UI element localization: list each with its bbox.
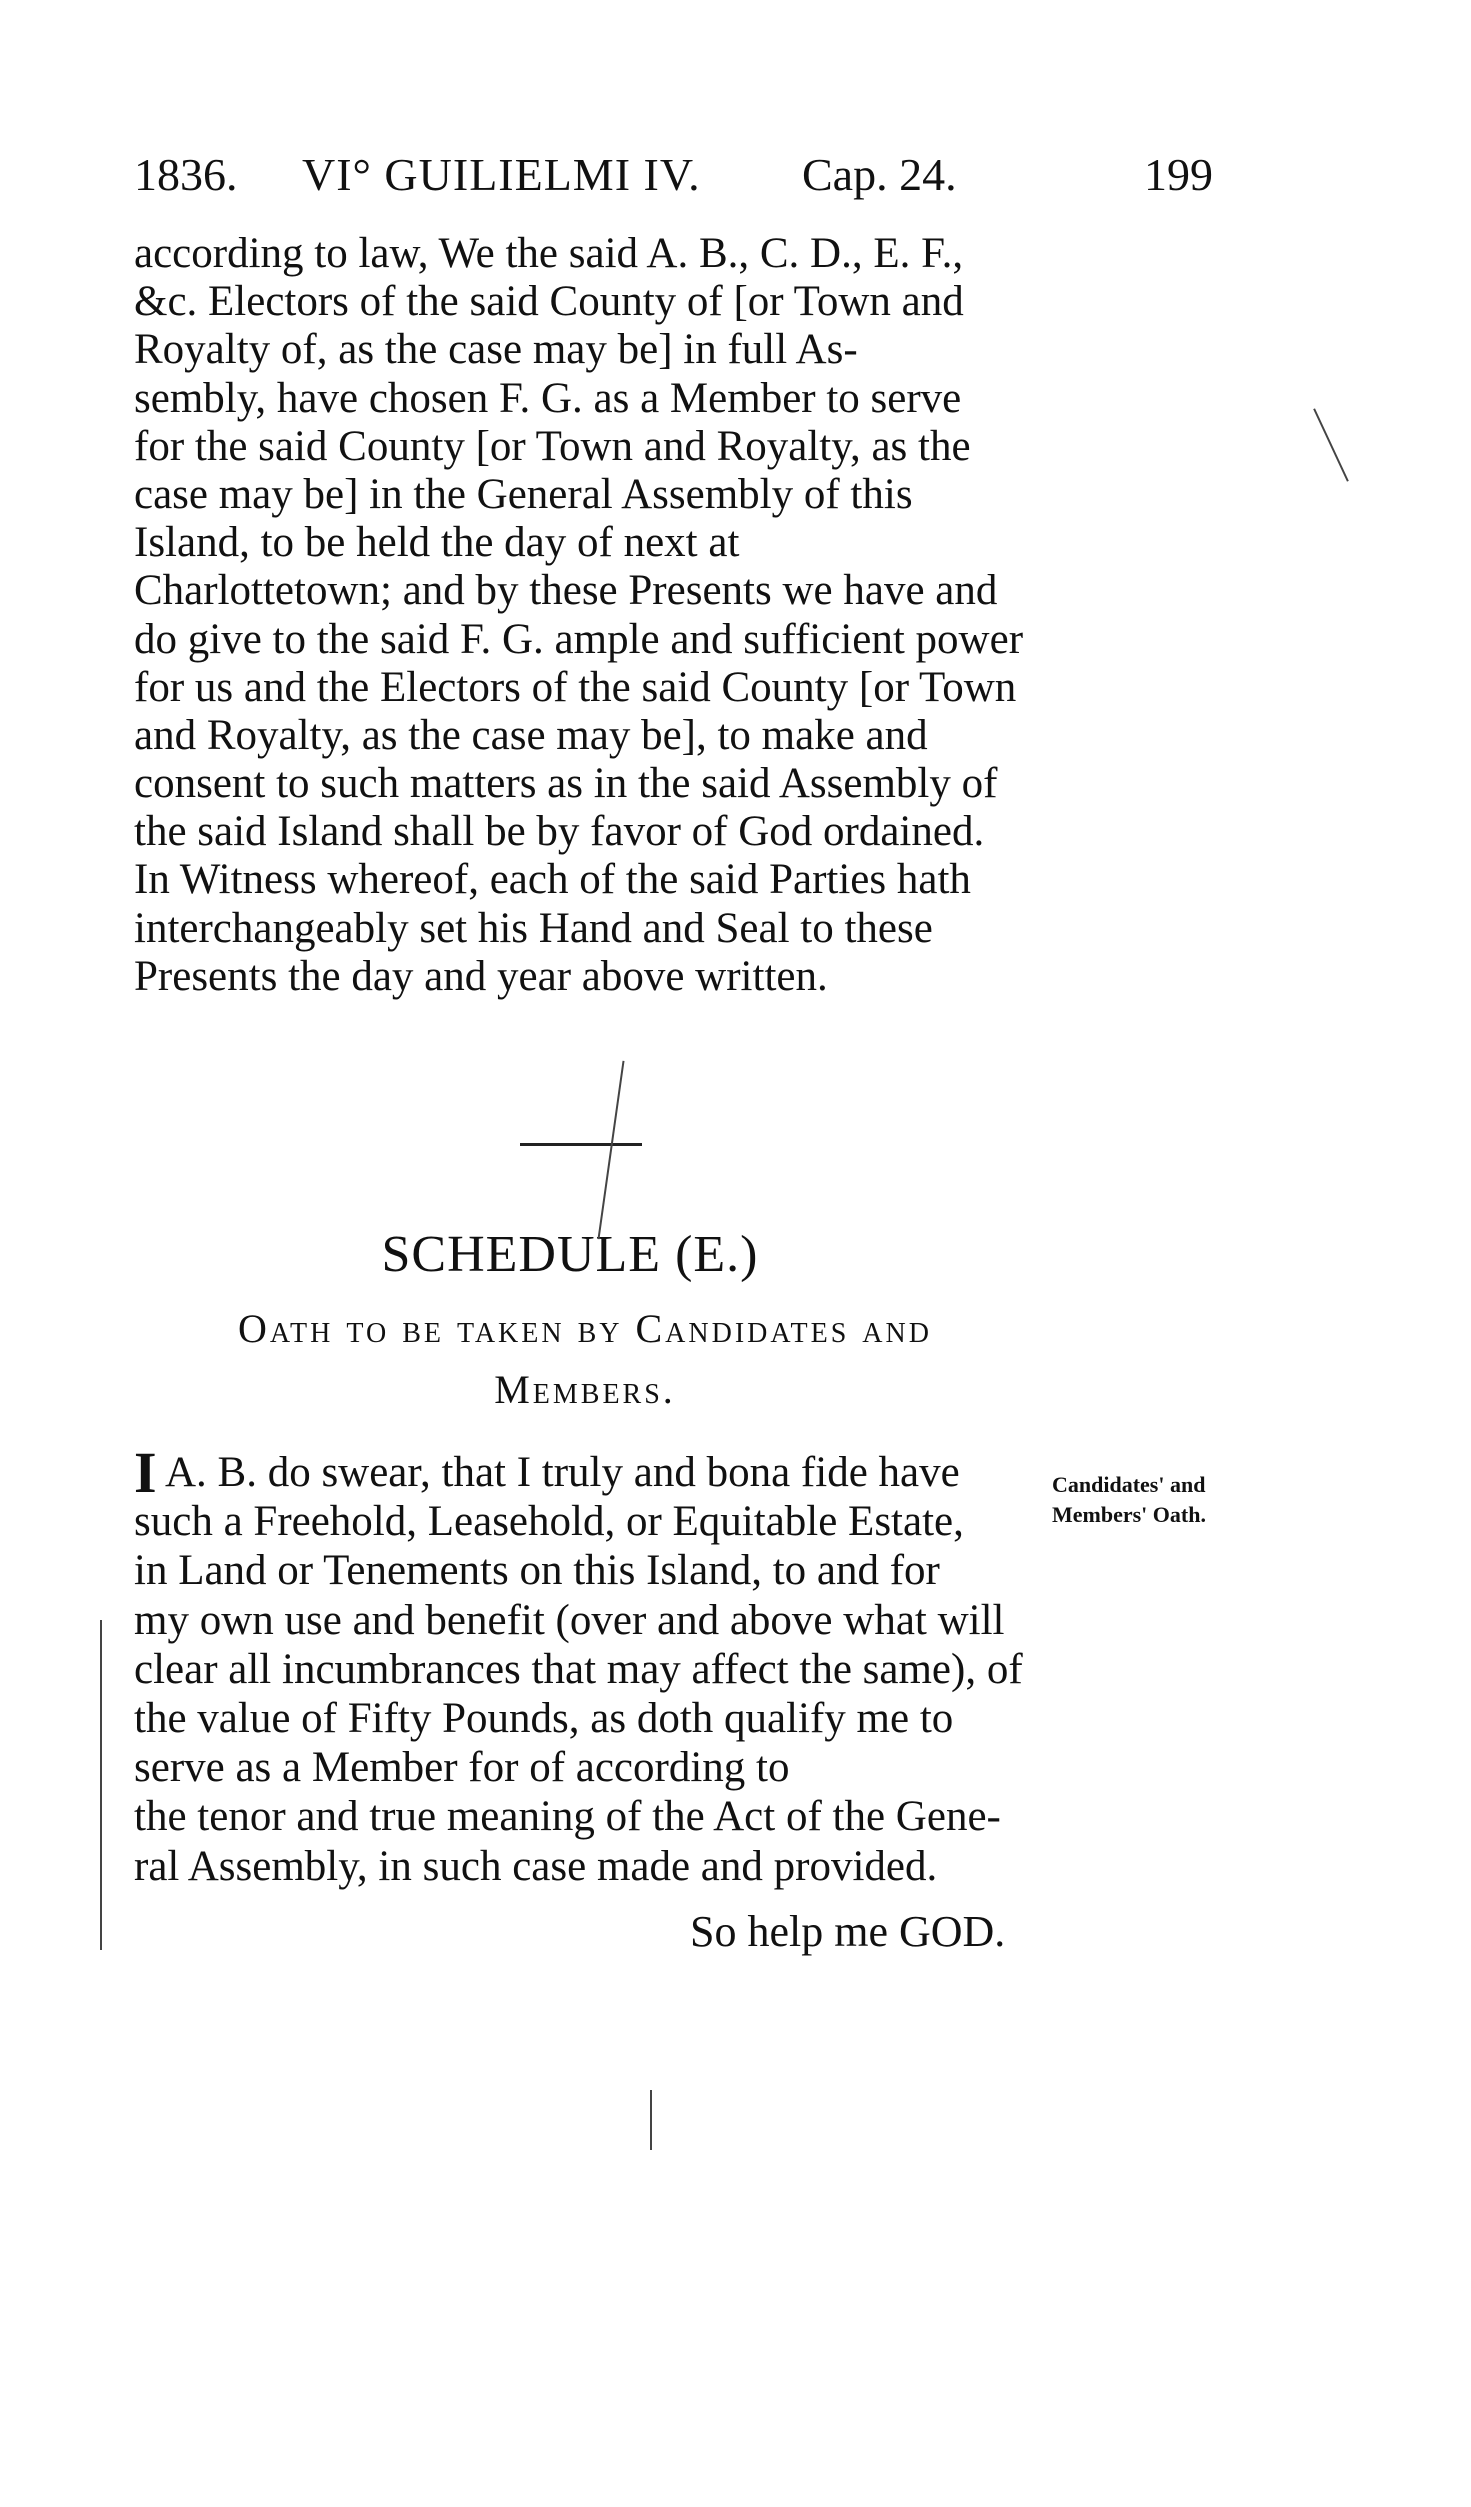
text-line: Charlottetown; and by these Presents we have and xyxy=(134,567,998,615)
oath-initial: I xyxy=(134,1440,157,1505)
scan-artifact xyxy=(597,1061,624,1240)
text-line: sembly, have chosen F. G. as a Member to serve xyxy=(134,374,962,422)
header-year: 1836. xyxy=(134,149,238,200)
text-line: Royalty of, as the case may be] in full As- xyxy=(134,326,858,374)
schedule-title: SCHEDULE (E.) xyxy=(381,1226,759,1283)
text-line: Presents the day and year above written. xyxy=(134,952,828,1000)
scan-artifact xyxy=(100,1620,102,1950)
oath-closing: So help me GOD. xyxy=(690,1907,1006,1956)
text-line: Island, to be held the day of next at xyxy=(134,519,740,567)
text-line: such a Freehold, Leasehold, or Equitable Estate, xyxy=(134,1498,964,1546)
continuation-text xyxy=(134,230,1036,1001)
scan-artifact xyxy=(650,2090,652,2150)
text-line: consent to such matters as in the said Assembly of xyxy=(134,760,998,808)
text-line: and Royalty, as the case may be], to make and xyxy=(134,711,928,759)
text-line: the value of Fifty Pounds, as doth qualify me to xyxy=(134,1694,954,1742)
oath-first-line xyxy=(134,1440,1036,1505)
text-line: in Land or Tenements on this Island, to and for xyxy=(134,1547,940,1595)
text-line: for us and the Electors of the said County [or Town xyxy=(134,663,1017,711)
text-line: the said Island shall be by favor of God ordained. xyxy=(134,808,985,856)
text-line: case may be] in the General Assembly of this xyxy=(134,470,913,518)
section-divider xyxy=(520,1143,642,1146)
oath-heading-line1: Oath to be taken by Candidates and xyxy=(238,1306,932,1351)
oath-text xyxy=(134,1440,1036,1891)
page-header xyxy=(134,148,1234,208)
text-line: do give to the said F. G. ample and sufficient power xyxy=(134,615,1024,663)
page-number: 199 xyxy=(1144,149,1213,200)
text-line: &c. Electors of the said County of [or Town and xyxy=(134,278,964,326)
oath-line-rest: A. B. do swear, that I truly and bona fide have xyxy=(156,1449,960,1496)
header-title: VI° GUILIELMI IV. xyxy=(302,149,701,200)
text-line: my own use and benefit (over and above what will xyxy=(134,1596,1005,1644)
text-line: In Witness whereof, each of the said Parties hath xyxy=(134,856,971,904)
margin-note-line2: Members' Oath. xyxy=(1052,1502,1206,1527)
scan-artifact xyxy=(1313,408,1349,481)
oath-heading-line2: Members. xyxy=(494,1367,676,1412)
text-line: for the said County [or Town and Royalty, as the xyxy=(134,422,971,470)
text-line: interchangeably set his Hand and Seal to these xyxy=(134,904,933,952)
text-line: ral Assembly, in such case made and provided. xyxy=(134,1842,938,1890)
text-line: according to law, We the said A. B., C. D., E. F., xyxy=(134,230,964,277)
text-line: clear all incumbrances that may affect the same), of xyxy=(134,1645,1023,1693)
text-line: serve as a Member for of according to xyxy=(134,1744,790,1792)
text-line: the tenor and true meaning of the Act of the Gene- xyxy=(134,1793,1001,1841)
header-chapter: Cap. 24. xyxy=(802,149,957,200)
margin-note xyxy=(1052,1470,1206,1530)
margin-note-line1: Candidates' and xyxy=(1052,1472,1206,1497)
